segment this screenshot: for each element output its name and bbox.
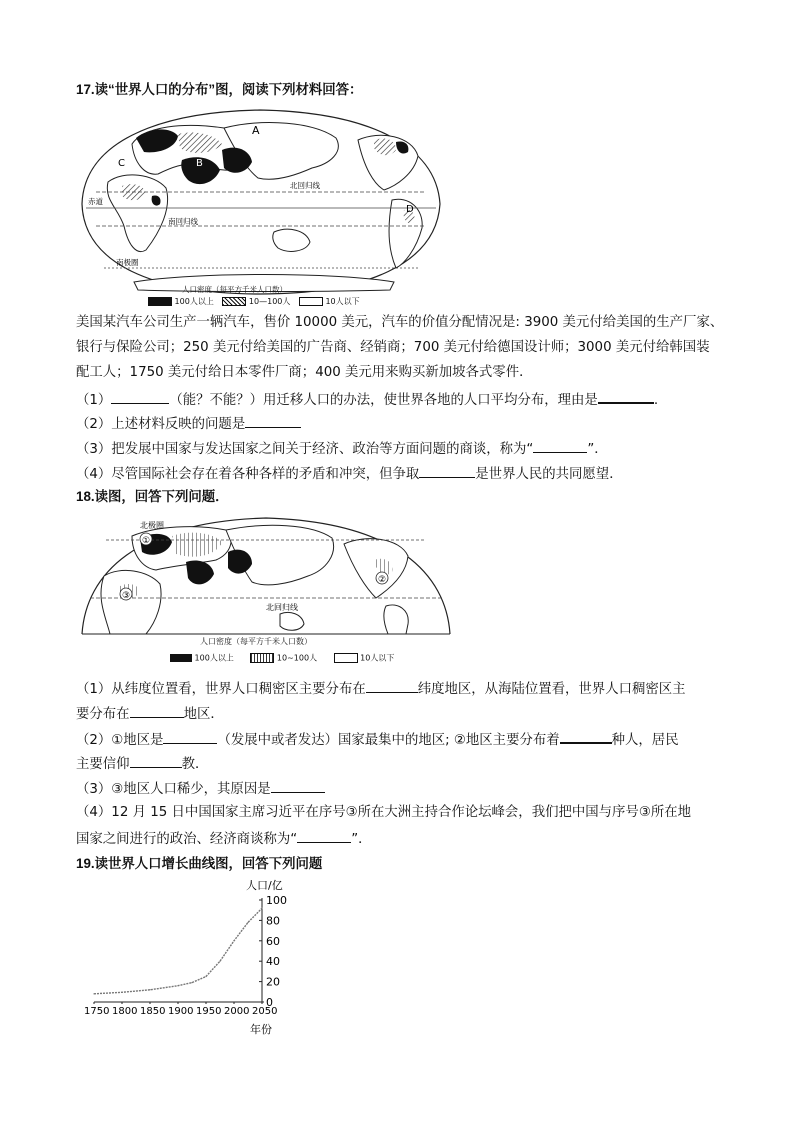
q18-item-4-line-2: 国家之间进行的政治、经济商谈称为“ ”．: [76, 829, 372, 849]
q18-item-1-line-2: 要分布在 地区．: [76, 704, 224, 724]
chart-xlabel: 年份: [250, 1023, 272, 1036]
q17-material-line-2: 银行与保险公司；250 美元付给美国的广告商、经销商；700 美元付给德国设计师；3000 美元付给韩国装: [76, 340, 710, 355]
data-point: [219, 961, 220, 962]
answer-blank[interactable]: [598, 389, 654, 404]
data-point: [205, 976, 206, 977]
answer-blank[interactable]: [130, 704, 184, 718]
label-D: D: [406, 204, 414, 215]
q17-item-2: （2）上述材料反映的问题是: [76, 414, 301, 434]
data-point: [93, 993, 94, 994]
y-tick-label: 60: [266, 934, 280, 948]
y-tick-label: 40: [266, 955, 280, 969]
q19-population-chart: [84, 876, 294, 1036]
q17-item-1: （1） （能？不能？）用迁移人口的办法，使世界各地的人口平均分布，理由是 .: [76, 389, 658, 410]
x-tick-label: 1800: [112, 1006, 138, 1017]
label-C: C: [118, 158, 125, 169]
q17-world-map: [74, 104, 446, 309]
answer-blank[interactable]: [366, 679, 418, 693]
legend-label-medium: 10—100人: [248, 297, 291, 306]
legend-label-sparse: 10人以下: [325, 297, 360, 306]
answer-blank[interactable]: [245, 414, 301, 428]
chart-ylabel: 人口/亿: [246, 879, 283, 892]
label-tropic-cancer: 北回归线: [290, 181, 320, 190]
answer-blank[interactable]: [533, 439, 587, 453]
answer-blank[interactable]: [130, 754, 182, 768]
data-point: [177, 985, 178, 986]
q17-title: 17.读“世界人口的分布”图，阅读下列材料回答：: [76, 82, 363, 97]
data-point: [233, 940, 234, 941]
label-B: B: [196, 158, 203, 169]
q18-world-map: [76, 514, 456, 663]
q18-legend-title: 人口密度（每平方千米人口数）: [200, 637, 312, 646]
q18-item-1-line-1: （1）从纬度位置看，世界人口稠密区主要分布在 纬度地区，从海陆位置看，世界人口稠密区主: [76, 679, 686, 699]
legend-label-sparse: 10人以下: [360, 653, 395, 663]
legend-label-dense: 100人以上: [174, 297, 214, 306]
q17-material-line-3: 配工人；1750 美元付给日本零件厂商；400 美元用来购买新加坡各式零件．: [76, 365, 533, 380]
legend-swatch-dense: [170, 654, 192, 662]
legend-swatch-medium: [222, 297, 246, 306]
x-tick-label: 2000: [224, 1006, 250, 1017]
q18-item-2-line-1: （2）①地区是 （发展中或者发达）国家最集中的地区; ②地区主要分布着 种人，居民: [76, 729, 679, 750]
label-antarctic-circle: 南极圈: [116, 258, 139, 267]
q17-legend: [148, 297, 360, 307]
legend-swatch-sparse: [334, 653, 358, 663]
answer-blank[interactable]: [163, 730, 217, 744]
data-point: [121, 992, 122, 993]
q18-title: 18.读图，回答下列问题．: [76, 489, 229, 504]
answer-blank[interactable]: [419, 464, 475, 478]
data-point: [261, 908, 262, 909]
y-tick-label: 80: [266, 914, 280, 928]
answer-blank[interactable]: [297, 829, 351, 843]
legend-label-medium: 10~100人: [276, 653, 318, 663]
series-line: [94, 908, 262, 994]
answer-blank[interactable]: [271, 779, 325, 793]
label-arctic-circle: 北极圈: [140, 521, 164, 530]
q17-item-3: （3）把发展中国家与发达国家之间关于经济、政治等方面问题的商谈，称为“ ”．: [76, 439, 608, 459]
x-tick-label: 1900: [168, 1006, 194, 1017]
answer-blank[interactable]: [111, 390, 169, 404]
legend-label-dense: 100人以上: [194, 653, 234, 663]
x-tick-label: 1950: [196, 1006, 222, 1017]
legend-swatch-dense: [148, 297, 172, 306]
label-equator: 赤道: [88, 197, 103, 206]
chart-svg: [84, 876, 294, 1036]
data-point: [149, 989, 150, 990]
y-tick-label: 0: [266, 996, 273, 1009]
answer-blank[interactable]: [560, 729, 612, 744]
q17-legend-title: 人口密度（每平方千米人口数）: [182, 285, 287, 294]
q19-title: 19.读世界人口增长曲线图，回答下列问题: [76, 856, 323, 871]
data-point: [247, 922, 248, 923]
q18-item-4-line-1: （4）12 月 15 日中国国家主席习近平在序号③所在大洲主持合作论坛峰会，我们把中国与序号③所在地: [76, 805, 691, 820]
marker-2: ②: [378, 575, 387, 585]
x-tick-label: 1850: [140, 1006, 166, 1017]
q17-material-line-1: 美国某汽车公司生产一辆汽车，售价 10000 美元，汽车的价值分配情况是: 3900 美元付给美国的生产厂家、: [76, 315, 724, 330]
legend-swatch-medium: [250, 653, 274, 663]
legend-swatch-sparse: [299, 297, 323, 306]
q17-item-4: （4）尽管国际社会存在着各种各样的矛盾和冲突，但争取 是世界人民的共同愿望．: [76, 464, 623, 484]
data-point: [191, 982, 192, 983]
q18-item-3: （3）③地区人口稀少，其原因是: [76, 779, 325, 799]
x-tick-label: 2050: [252, 1006, 278, 1017]
label-tropic-capricorn: 南回归线: [168, 217, 198, 226]
marker-1: ①: [142, 536, 151, 546]
y-tick-label: 100: [266, 894, 287, 907]
q18-legend: [170, 653, 394, 664]
label-tropic-cancer: 北回归线: [266, 603, 298, 612]
y-tick-label: 20: [266, 975, 280, 989]
label-A: A: [252, 124, 260, 137]
marker-3: ③: [122, 591, 131, 601]
q18-item-2-line-2: 主要信仰 教．: [76, 754, 208, 774]
x-tick-label: 1750: [84, 1006, 110, 1017]
